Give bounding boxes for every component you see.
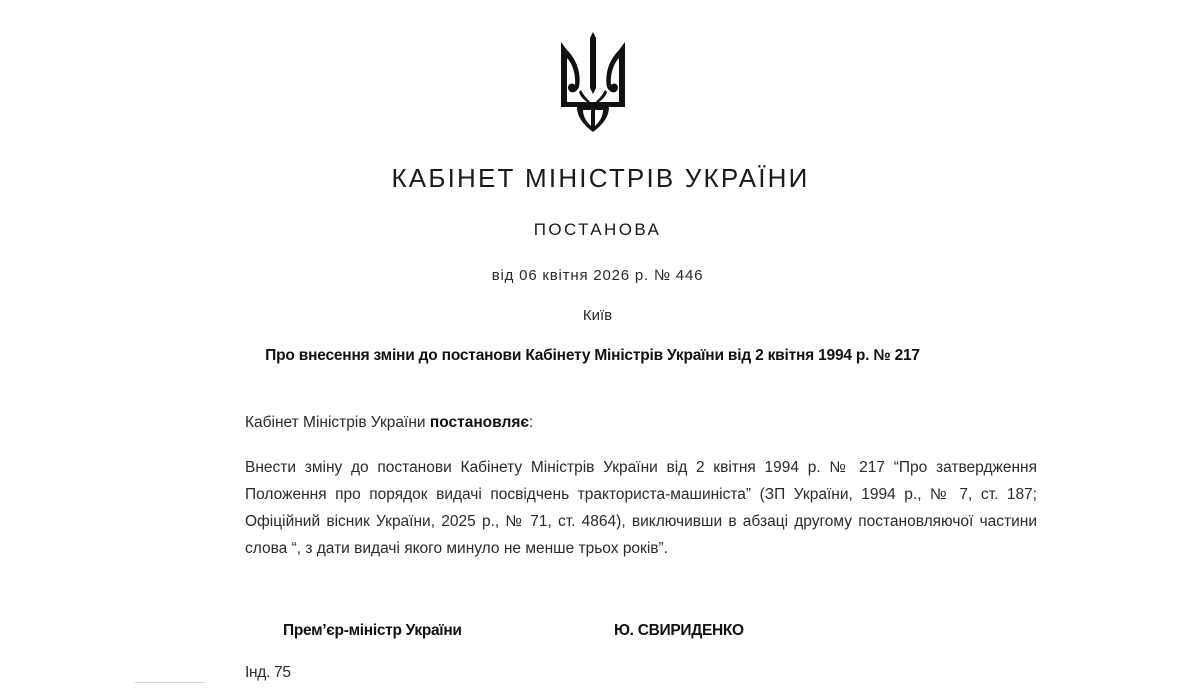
preamble-suffix: :: [528, 414, 534, 431]
document-date-number: від 06 квітня 2026 р. № 446: [491, 267, 704, 284]
footnote-divider: [135, 682, 205, 683]
preamble: [245, 414, 533, 432]
preamble-verb: постановляє: [429, 414, 529, 431]
document-subject: Про внесення зміни до постанови Кабінету Міністрів України від 2 квітня 1994 р. № 217: [265, 347, 920, 364]
signer-name: Ю. СВИРИДЕНКО: [614, 622, 744, 639]
index-label: Інд. 75: [245, 664, 291, 681]
document-city: Київ: [582, 307, 613, 324]
document-type: ПОСТАНОВА: [533, 220, 662, 239]
trident-emblem-icon: [559, 32, 627, 132]
preamble-text: Кабінет Міністрів України: [245, 414, 430, 431]
body-paragraph: Внести зміну до постанови Кабінету Міністрів України від 2 квітня 1994 р. № 217 “Про затвердження Положення про порядок видачі посвідчень тракториста-машиніста” (ЗП України, 1994 р., № 7, ст. 187; Офіційний вісник України, 2025 р., № 71, ст. 4864), виключивши в абзаці другому постановляючої частини слова “, з дати видачі якого минуло не менше трьох років”.: [245, 459, 1037, 557]
organization-title: КАБІНЕТ МІНІСТРІВ УКРАЇНИ: [391, 163, 810, 193]
signer-title: Прем’єр-міністр України: [283, 622, 462, 639]
